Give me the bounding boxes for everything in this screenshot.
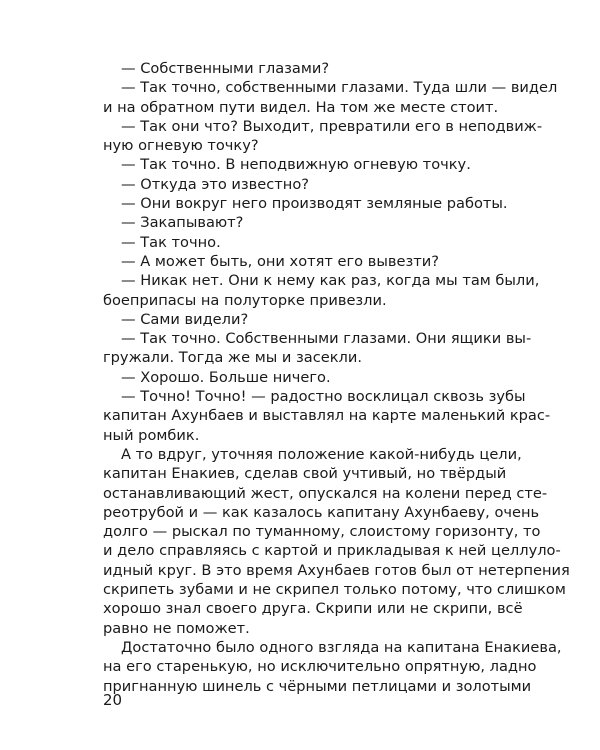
text-line: — Хорошо. Больше ничего. — [121, 368, 331, 386]
text-line: — Собственными глазами? — [121, 60, 330, 77]
text-line: пригнанную шинель с чёрными петлицами и золотыми — [103, 677, 532, 695]
text-line: останавливающий жест, опускался на колени перед сте- — [103, 484, 548, 502]
text-line: и дело справляясь с картой и прикладывая к ней целлуло- — [103, 542, 561, 560]
text-line: — Так точно. — [121, 233, 221, 251]
text-line: — Никак нет. Они к нему как раз, когда мы там были, — [121, 272, 540, 290]
text-line: — Сами видели? — [121, 310, 249, 328]
text-line: — Так они что? Выходит, превратили его в неподвиж- — [121, 117, 543, 135]
text-line: капитан Енакиев, сделав свой учтивый, но твёрдый — [103, 465, 507, 483]
text-line: скрипеть зубами и не скрипел только потому, что слишком — [103, 581, 566, 599]
text-line: равно не поможет. — [103, 619, 250, 637]
text-line: долго — рыскал по туманному, слоистому горизонту, то — [103, 523, 541, 541]
text-line: — Так точно, собственными глазами. Туда шли — видел — [121, 79, 558, 97]
page-number: 20 — [103, 691, 123, 709]
text-line: хорошо знал своего друга. Скрипи или не скрипи, всё — [103, 600, 523, 618]
text-line: — Точно! Точно! — радостно восклицал сквозь зубы — [121, 388, 526, 406]
text-line: гружали. Тогда же мы и засекли. — [103, 349, 362, 367]
text-line: реотрубой и — как казалось капитану Ахунбаеву, очень — [103, 503, 540, 521]
text-line: — Так точно. Собственными глазами. Они ящики вы- — [121, 330, 532, 348]
text-line: Достаточно было одного взгляда на капитана Енакиева, — [121, 638, 562, 656]
text-line: ную огневую точку? — [103, 137, 259, 155]
text-line: идный круг. В это время Ахунбаев готов был от нетерпения — [103, 561, 570, 579]
text-line: А то вдруг, уточняя положение какой-нибудь цели, — [121, 445, 522, 463]
text-line: боеприпасы на полуторке привезли. — [103, 291, 387, 309]
text-line: ный ромбик. — [103, 426, 200, 444]
text-line: и на обратном пути видел. На том же месте стоит. — [103, 98, 499, 116]
page-body-text — [103, 59, 570, 696]
text-line: — Откуда это известно? — [121, 175, 309, 193]
text-line: — А может быть, они хотят его вывезти? — [121, 252, 439, 270]
text-line: — Они вокруг него производят земляные работы. — [121, 195, 508, 213]
text-line: на его старенькую, но исключительно опрятную, ладно — [103, 658, 537, 676]
text-line: — Закапывают? — [121, 214, 244, 232]
text-line: капитан Ахунбаев и выставлял на карте маленький крас- — [103, 407, 551, 425]
text-line: — Так точно. В неподвижную огневую точку. — [121, 156, 471, 174]
